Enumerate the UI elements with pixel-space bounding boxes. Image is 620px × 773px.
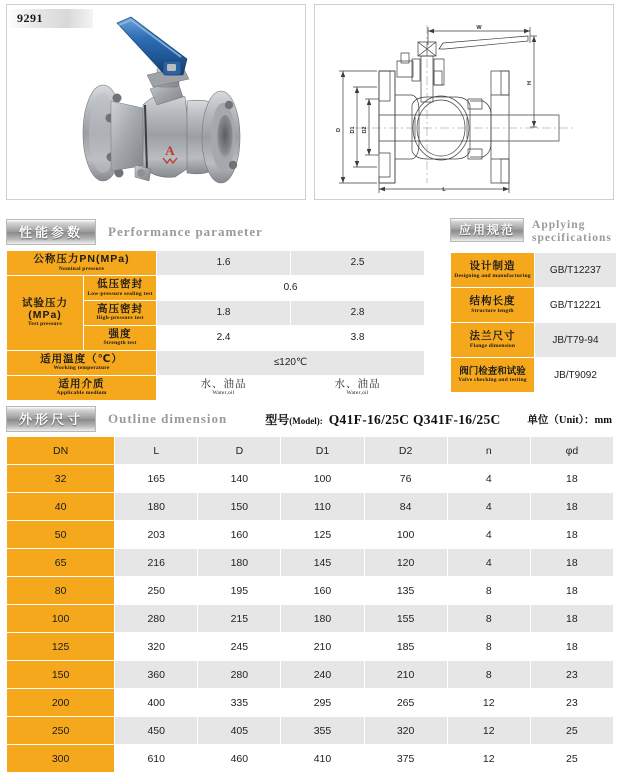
table-row [451, 288, 617, 323]
applying-title-en: Applying specifications [532, 219, 612, 244]
table-row [7, 689, 614, 717]
perf-value-high-pressure-1: 1.8 [157, 300, 291, 325]
perf-label-nominal-pressure: 公称压力PN(MPa) Nominal pressure [7, 251, 157, 276]
product-drawing-panel [314, 4, 614, 200]
table-row [7, 717, 614, 745]
perf-value-strength-2: 3.8 [291, 325, 425, 350]
dim-cell-d: 335 [198, 689, 281, 717]
dim-cell-l: 320 [115, 633, 198, 661]
outline-dimension-rows [7, 465, 614, 773]
valve-dimension-drawing [315, 5, 613, 199]
table-header-row [7, 437, 614, 465]
drawing-label-d2: D2 [362, 126, 368, 134]
perf-value-medium-1: 水、油品 Water,oil [157, 375, 291, 400]
dim-col-header-d: D [198, 437, 281, 465]
dim-cell-d1: 410 [281, 745, 364, 773]
dim-cell-d1: 240 [281, 661, 364, 689]
outline-title-en: Outline dimension [108, 411, 228, 426]
dim-cell-l: 400 [115, 689, 198, 717]
dim-cell-dn: 150 [7, 661, 115, 689]
table-row [7, 251, 425, 276]
table-row [7, 633, 614, 661]
perf-value-nominal-1: 1.6 [157, 251, 291, 276]
applying-header [450, 218, 616, 248]
svg-text:A: A [165, 143, 175, 158]
dim-cell-n: 12 [447, 717, 530, 745]
dim-cell-l: 216 [115, 549, 198, 577]
dim-cell-d2: 100 [364, 521, 447, 549]
table-row [7, 350, 425, 375]
dim-cell-φd: 23 [530, 661, 613, 689]
drawing-label-w: W [476, 25, 482, 31]
dim-cell-dn: 300 [7, 745, 115, 773]
dim-cell-d2: 210 [364, 661, 447, 689]
dim-cell-φd: 25 [530, 717, 613, 745]
dim-cell-d1: 210 [281, 633, 364, 661]
dim-cell-d2: 120 [364, 549, 447, 577]
table-row [7, 577, 614, 605]
dim-cell-n: 4 [447, 465, 530, 493]
outline-badge: 外形尺寸 [6, 406, 96, 432]
performance-badge: 性能参数 [6, 219, 96, 245]
dim-col-header-l: L [115, 437, 198, 465]
dim-cell-d: 460 [198, 745, 281, 773]
table-row [7, 521, 614, 549]
perf-sublabel-high-pressure: 高压密封 High-pressure test [84, 300, 157, 325]
dim-col-header-n: n [447, 437, 530, 465]
table-row [7, 275, 425, 300]
outline-header [6, 404, 614, 434]
dim-cell-d: 140 [198, 465, 281, 493]
dim-cell-d2: 155 [364, 605, 447, 633]
table-row [451, 358, 617, 393]
product-code-text: 9291 [17, 11, 43, 25]
dim-cell-l: 610 [115, 745, 198, 773]
performance-header [6, 218, 424, 246]
applying-badge: 应用规范 [450, 218, 524, 242]
dim-cell-n: 4 [447, 549, 530, 577]
table-row [7, 465, 614, 493]
performance-parameter-section [6, 218, 424, 401]
dim-col-header-dn: DN [7, 437, 115, 465]
perf-value-medium-2: 水、油品 Water,oil [291, 375, 425, 400]
dim-cell-φd: 25 [530, 745, 613, 773]
dim-cell-d2: 320 [364, 717, 447, 745]
dim-cell-d1: 100 [281, 465, 364, 493]
dim-cell-n: 4 [447, 521, 530, 549]
dim-cell-d2: 84 [364, 493, 447, 521]
dim-cell-φd: 18 [530, 493, 613, 521]
dim-cell-d1: 295 [281, 689, 364, 717]
dim-cell-d: 215 [198, 605, 281, 633]
dim-cell-dn: 200 [7, 689, 115, 717]
spec-value-design-manufacture: GB/T12237 [535, 253, 617, 288]
applying-specifications-table [450, 252, 617, 393]
dim-cell-d2: 135 [364, 577, 447, 605]
spec-value-flange-dimension: JB/T79-94 [535, 323, 617, 358]
outline-dimension-section [6, 404, 614, 773]
performance-table [6, 250, 425, 401]
dim-cell-l: 450 [115, 717, 198, 745]
table-row [7, 605, 614, 633]
unit-label: 单位（Unit）：mm [527, 414, 612, 426]
spec-label-flange-dimension: 法兰尺寸 Flange dimension [451, 323, 535, 358]
dim-cell-n: 8 [447, 577, 530, 605]
dim-cell-dn: 50 [7, 521, 115, 549]
dim-cell-dn: 40 [7, 493, 115, 521]
drawing-label-l: L [442, 187, 446, 193]
dim-cell-d2: 265 [364, 689, 447, 717]
dim-cell-φd: 18 [530, 577, 613, 605]
dim-col-header-d2: D2 [364, 437, 447, 465]
dim-cell-φd: 18 [530, 465, 613, 493]
dim-cell-d2: 375 [364, 745, 447, 773]
dim-cell-d1: 180 [281, 605, 364, 633]
dim-cell-d1: 145 [281, 549, 364, 577]
drawing-label-d1: D1 [350, 126, 356, 134]
dim-cell-φd: 18 [530, 521, 613, 549]
model-number-label: 型号(Model): Q41F-16/25C Q341F-16/25C [265, 411, 501, 427]
product-media-row [0, 0, 620, 205]
perf-value-nominal-2: 2.5 [291, 251, 425, 276]
dim-col-header-phid: φd [530, 437, 613, 465]
drawing-label-h: H [527, 81, 533, 85]
dim-cell-φd: 18 [530, 549, 613, 577]
dim-cell-d: 245 [198, 633, 281, 661]
spec-value-valve-checking: JB/T9092 [535, 358, 617, 393]
table-row [451, 253, 617, 288]
dim-cell-d: 195 [198, 577, 281, 605]
applying-specifications-section [450, 218, 616, 393]
dim-cell-n: 12 [447, 689, 530, 717]
dim-cell-n: 8 [447, 633, 530, 661]
table-row [7, 549, 614, 577]
perf-sublabel-strength: 强度 Strength test [84, 325, 157, 350]
table-row [7, 745, 614, 773]
dim-cell-dn: 32 [7, 465, 115, 493]
perf-label-test-pressure: 试验压力 (MPa) Test pressure [7, 275, 84, 350]
dim-cell-d: 150 [198, 493, 281, 521]
dim-cell-l: 180 [115, 493, 198, 521]
dim-cell-φd: 18 [530, 633, 613, 661]
dim-cell-n: 12 [447, 745, 530, 773]
spec-label-valve-checking: 阀门检查和试验 Valve checking and testing [451, 358, 535, 393]
spec-value-structure-length: GB/T12221 [535, 288, 617, 323]
dim-cell-dn: 125 [7, 633, 115, 661]
dim-cell-l: 250 [115, 577, 198, 605]
perf-label-applicable-medium: 适用介质 Applicable medium [7, 375, 157, 400]
table-row [7, 493, 614, 521]
dim-cell-dn: 65 [7, 549, 115, 577]
dim-cell-dn: 100 [7, 605, 115, 633]
perf-value-working-temperature: ≤120℃ [157, 350, 425, 375]
perf-value-strength-1: 2.4 [157, 325, 291, 350]
dim-cell-l: 360 [115, 661, 198, 689]
dim-cell-dn: 80 [7, 577, 115, 605]
dim-cell-d2: 76 [364, 465, 447, 493]
dim-col-header-d1: D1 [281, 437, 364, 465]
dim-cell-l: 203 [115, 521, 198, 549]
spec-label-design-manufacture: 设计制造 Designing and manufacturing [451, 253, 535, 288]
perf-sublabel-low-pressure: 低压密封 Low-pressure sealing test [84, 275, 157, 300]
dim-cell-d1: 355 [281, 717, 364, 745]
table-row [7, 375, 425, 400]
dim-cell-d1: 160 [281, 577, 364, 605]
performance-title-en: Performance parameter [108, 224, 263, 239]
perf-label-working-temperature: 适用温度（℃） Working temperature [7, 350, 157, 375]
outline-dimension-table [6, 436, 614, 773]
dim-cell-d: 160 [198, 521, 281, 549]
dim-cell-d: 405 [198, 717, 281, 745]
drawing-label-d: D [336, 128, 342, 132]
dim-cell-n: 8 [447, 661, 530, 689]
dim-cell-d1: 110 [281, 493, 364, 521]
dim-cell-l: 280 [115, 605, 198, 633]
product-code-badge [7, 9, 93, 28]
perf-value-high-pressure-2: 2.8 [291, 300, 425, 325]
product-photo-panel [6, 4, 306, 200]
dim-cell-n: 8 [447, 605, 530, 633]
dim-cell-φd: 18 [530, 605, 613, 633]
table-row [451, 323, 617, 358]
dim-cell-d2: 185 [364, 633, 447, 661]
spec-label-structure-length: 结构长度 Structure length [451, 288, 535, 323]
dim-cell-n: 4 [447, 493, 530, 521]
dim-cell-d: 180 [198, 549, 281, 577]
ball-valve-photo [7, 5, 305, 199]
table-row [7, 661, 614, 689]
dim-cell-d1: 125 [281, 521, 364, 549]
dim-cell-d: 280 [198, 661, 281, 689]
dim-cell-φd: 23 [530, 689, 613, 717]
dim-cell-l: 165 [115, 465, 198, 493]
dim-cell-dn: 250 [7, 717, 115, 745]
perf-value-low-pressure: 0.6 [157, 275, 425, 300]
